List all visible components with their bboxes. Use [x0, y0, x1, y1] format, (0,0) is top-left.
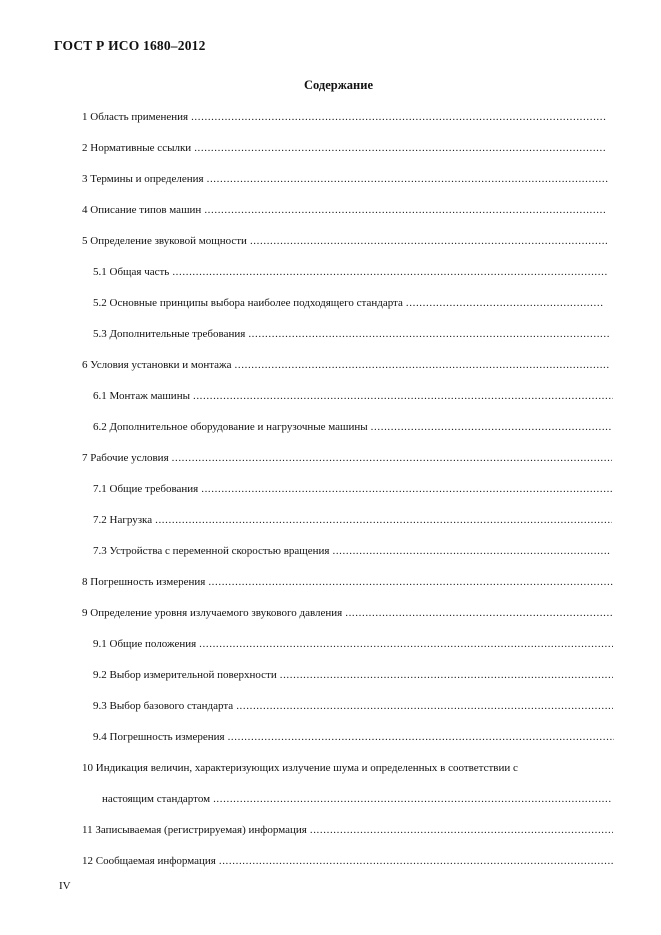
- toc-entry[interactable]: [82, 853, 613, 869]
- leader-dots: [208, 574, 613, 590]
- toc-entry-first-line[interactable]: 10 Индикация величин, характеризующих излучение шума и определенных в соответствии с: [82, 762, 518, 774]
- toc-entry[interactable]: [93, 388, 613, 404]
- toc-entry-label: 9.1 Общие положения: [93, 638, 197, 650]
- leader-dots: [250, 233, 608, 249]
- leader-dots: [310, 822, 613, 838]
- toc-entry[interactable]: [82, 357, 609, 373]
- leader-dots: [199, 636, 613, 652]
- toc-entry-label: 9.3 Выбор базового стандарта: [93, 700, 234, 712]
- toc-entry[interactable]: [93, 667, 613, 683]
- leader-dots: [228, 729, 614, 745]
- toc-entry[interactable]: [93, 481, 614, 497]
- leader-dots: [345, 605, 612, 621]
- toc-entry[interactable]: [93, 326, 609, 342]
- toc-entry[interactable]: [82, 822, 613, 838]
- toc-entry[interactable]: [82, 171, 608, 187]
- toc-entry-label: 9 Определение уровня излучаемого звукового давления: [82, 607, 343, 619]
- leader-dots: [332, 543, 610, 559]
- toc-entry-label: 2 Нормативные ссылки: [82, 142, 192, 154]
- leader-dots: [371, 419, 611, 435]
- page-title: Содержание: [303, 78, 373, 92]
- toc-entry[interactable]: [82, 140, 606, 156]
- toc-entry[interactable]: [93, 295, 603, 311]
- toc-entry-label: настоящим стандартом: [102, 793, 211, 805]
- toc-entry-label: 7.3 Устройства с переменной скоростью вращения: [93, 545, 330, 557]
- toc-entry[interactable]: [82, 202, 606, 218]
- toc-entry[interactable]: [82, 605, 612, 621]
- toc-entry-label: 7 Рабочие условия: [82, 452, 169, 464]
- toc-entry-label: 3 Термины и определения: [82, 173, 204, 185]
- leader-dots: [236, 698, 613, 714]
- leader-dots: [213, 791, 612, 807]
- toc-entry-label: 5.2 Основные принципы выбора наиболее подходящего стандарта: [93, 297, 403, 309]
- leader-dots: [280, 667, 613, 683]
- leader-dots: [406, 295, 603, 311]
- leader-dots: [248, 326, 609, 342]
- toc-entry[interactable]: [93, 729, 614, 745]
- toc-entry[interactable]: [93, 543, 610, 559]
- toc-entry[interactable]: [82, 109, 606, 125]
- toc-entry-label: 6.2 Дополнительное оборудование и нагрузочные машины: [93, 421, 368, 433]
- page-number: IV: [59, 880, 71, 892]
- toc-entry-label: 5.3 Дополнительные требования: [93, 328, 246, 340]
- leader-dots: [207, 171, 608, 187]
- toc-entry-label: 7.2 Нагрузка: [93, 514, 153, 526]
- document-header: ГОСТ Р ИСО 1680–2012: [54, 38, 206, 53]
- leader-dots: [204, 202, 606, 218]
- leader-dots: [193, 388, 613, 404]
- toc-entry[interactable]: [102, 791, 612, 807]
- leader-dots: [219, 853, 613, 869]
- toc-entry[interactable]: [93, 419, 611, 435]
- toc-entry[interactable]: [93, 264, 607, 280]
- leader-dots: [155, 512, 612, 528]
- leader-dots: [201, 481, 614, 497]
- toc-entry-label: 9.4 Погрешность измерения: [93, 731, 225, 743]
- toc-entry-label: 7.1 Общие требования: [93, 483, 199, 495]
- leader-dots: [194, 140, 606, 156]
- leader-dots: [235, 357, 609, 373]
- toc-entry[interactable]: [82, 574, 613, 590]
- toc-entry[interactable]: [93, 698, 613, 714]
- toc-entry-label: 9.2 Выбор измерительной поверхности: [93, 669, 277, 681]
- toc-entry-label: 12 Сообщаемая информация: [82, 855, 216, 867]
- toc-entry-label: 5 Определение звуковой мощности: [82, 235, 247, 247]
- toc-entry[interactable]: [82, 450, 612, 466]
- toc-entry-label: 11 Записываемая (регистрируемая) информация: [82, 824, 307, 836]
- toc-entry[interactable]: [93, 512, 612, 528]
- toc-entry-label: 6 Условия установки и монтажа: [82, 359, 232, 371]
- toc-entry-label: 5.1 Общая часть: [93, 266, 170, 278]
- toc-entry-label: 8 Погрешность измерения: [82, 576, 206, 588]
- toc-entry[interactable]: [82, 233, 608, 249]
- toc-entry-label: 6.1 Монтаж машины: [93, 390, 190, 402]
- toc-entry-label: 4 Описание типов машин: [82, 204, 202, 216]
- leader-dots: [172, 264, 607, 280]
- toc-entry-label: 1 Область применения: [82, 111, 189, 123]
- leader-dots: [172, 450, 612, 466]
- leader-dots: [191, 109, 606, 125]
- toc-entry[interactable]: [93, 636, 613, 652]
